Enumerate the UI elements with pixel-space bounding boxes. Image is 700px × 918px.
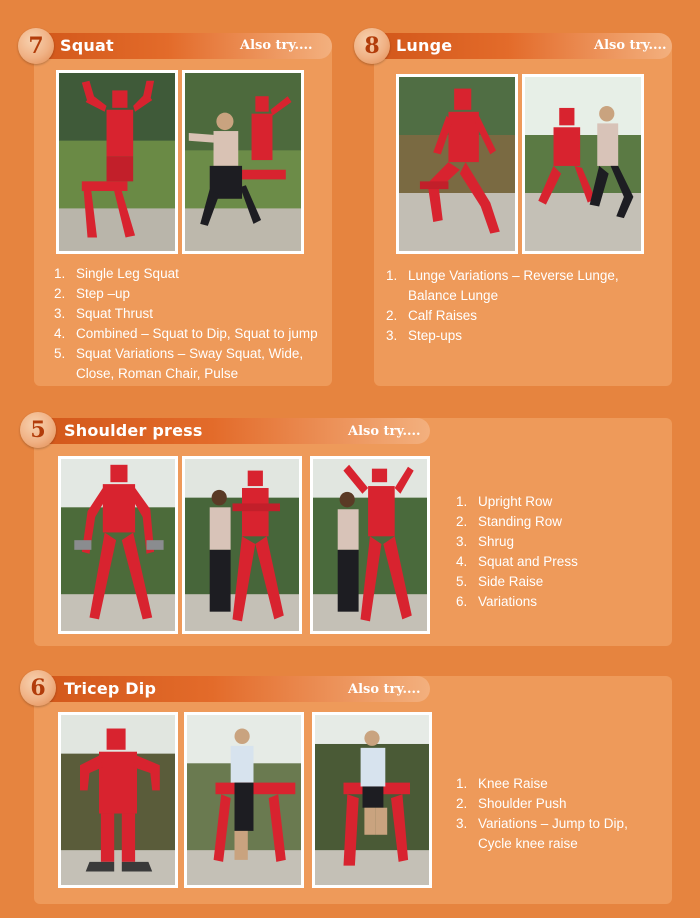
lunge-number-badge: 8	[354, 28, 390, 64]
lunge-title: Lunge	[396, 36, 453, 55]
squat-also-try: Also try....	[240, 38, 313, 53]
list-item: 2. Standing Row	[456, 514, 563, 529]
list-item: 4. Squat and Press	[456, 554, 578, 569]
squat-title: Squat	[60, 36, 114, 55]
list-item: 5. Side Raise	[456, 574, 544, 589]
shoulder-press-also-try: Also try....	[348, 424, 421, 439]
list-item: 2. Calf Raises	[386, 308, 478, 323]
list-item: 1. Lunge Variations – Reverse Lunge, Balance Lunge	[386, 268, 619, 303]
lunge-list	[386, 266, 662, 346]
tricep-dip-photo-sculpture	[58, 712, 178, 888]
list-item: 3. Shrug	[456, 534, 515, 549]
list-item: 1. Single Leg Squat	[54, 266, 179, 281]
list-item: 1. Upright Row	[456, 494, 553, 509]
squat-photo-sculpture	[56, 70, 178, 254]
shoulder-press-number-badge: 5	[20, 412, 56, 448]
list-item: 4. Combined – Squat to Dip, Squat to jump	[54, 326, 318, 341]
shoulder-press-photo-sculpture	[58, 456, 178, 634]
list-item: 2. Step –up	[54, 286, 131, 301]
tricep-dip-number-badge: 6	[20, 670, 56, 706]
shoulder-press-photo-person-2	[310, 456, 430, 634]
list-item: 3. Squat Thrust	[54, 306, 154, 321]
tricep-dip-photo-person-1	[184, 712, 304, 888]
tricep-dip-list	[456, 774, 656, 854]
shoulder-press-photo-person-1	[182, 456, 302, 634]
shoulder-press-list	[456, 492, 656, 612]
list-item: 1. Knee Raise	[456, 776, 548, 791]
tricep-dip-title: Tricep Dip	[64, 679, 157, 698]
lunge-also-try: Also try....	[594, 38, 667, 53]
list-item: 5. Squat Variations – Sway Squat, Wide, Close, Roman Chair, Pulse	[54, 346, 304, 381]
list-item: 3. Step-ups	[386, 328, 463, 343]
list-item: 6. Variations	[456, 594, 538, 609]
list-item: 3. Variations – Jump to Dip, Cycle knee raise	[456, 816, 628, 851]
lunge-photo-sculpture	[396, 74, 518, 254]
lunge-photo-person	[522, 74, 644, 254]
tricep-dip-also-try: Also try....	[348, 682, 421, 697]
squat-photo-person	[182, 70, 304, 254]
squat-number-badge: 7	[18, 28, 54, 64]
squat-list	[54, 264, 330, 384]
list-item: 2. Shoulder Push	[456, 796, 567, 811]
tricep-dip-photo-person-2	[312, 712, 432, 888]
shoulder-press-title: Shoulder press	[64, 421, 203, 440]
